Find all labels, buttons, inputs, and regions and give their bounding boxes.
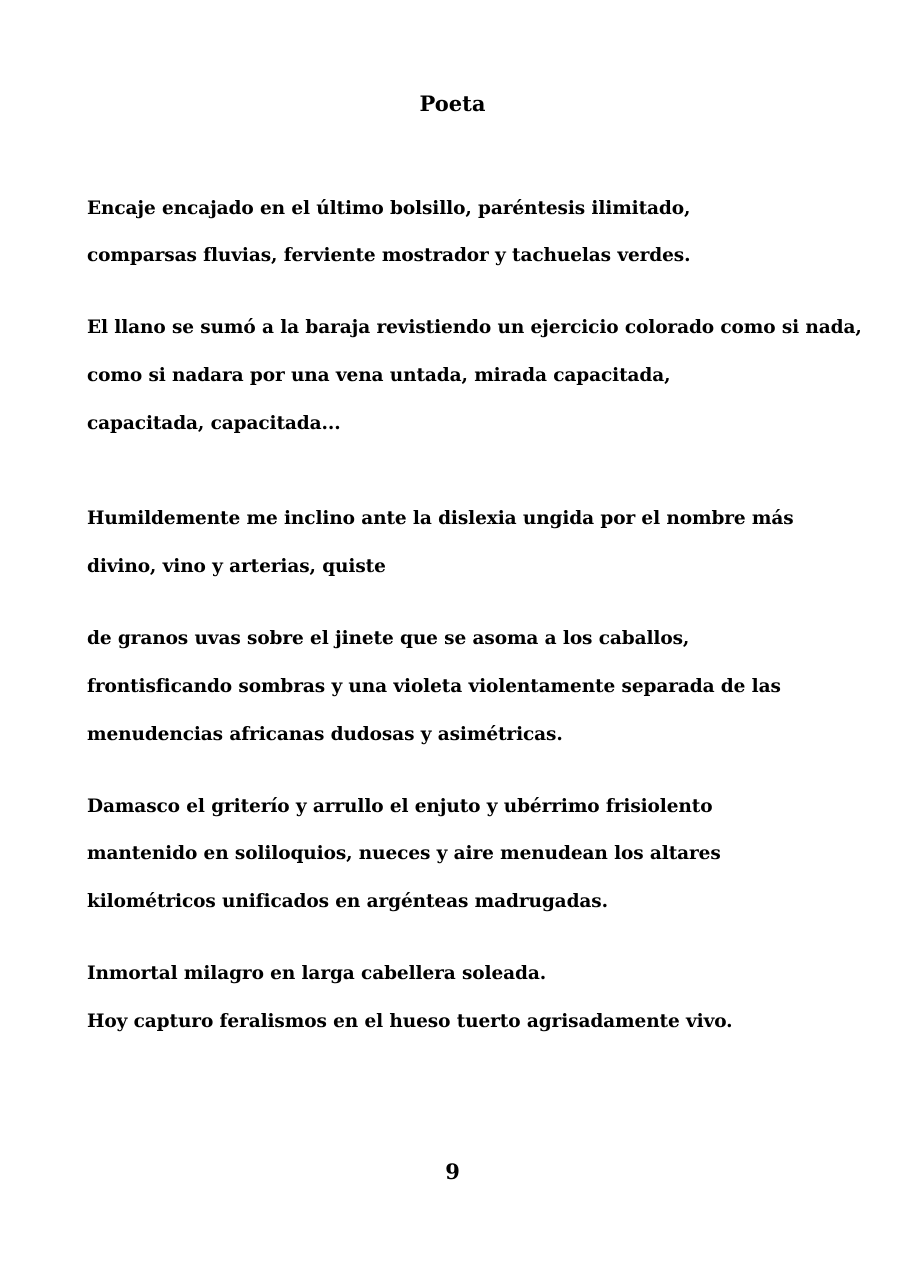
poem-line: Hoy capturo feralismos en el hueso tuerto agrisadamente vivo. [87, 1011, 733, 1032]
poem-line: divino, vino y arterias, quiste [87, 556, 386, 577]
poem-line: frontisficando sombras y una violeta violentamente separada de las [87, 676, 781, 697]
poem-line: como si nadara por una vena untada, mirada capacitada, [87, 365, 671, 386]
poem-line: de granos uvas sobre el jinete que se asoma a los caballos, [87, 628, 690, 649]
poem-title: Poeta [419, 91, 486, 116]
poem-line: Encaje encajado en el último bolsillo, paréntesis ilimitado, [87, 198, 691, 219]
poem-line: kilométricos unificados en argénteas madrugadas. [87, 891, 608, 912]
poem-line: menudencias africanas dudosas y asimétricas. [87, 724, 563, 745]
poem-line: mantenido en soliloquios, nueces y aire menudean los altares [87, 843, 721, 864]
poem-line: capacitada, capacitada... [87, 413, 341, 434]
page-number: 9 [445, 1159, 460, 1184]
poem-line: Humildemente me inclino ante la dislexia ungida por el nombre más [87, 508, 794, 529]
poem-line: El llano se sumó a la baraja revistiendo un ejercicio colorado como si nada, [87, 317, 862, 338]
poem-line: Inmortal milagro en larga cabellera soleada. [87, 963, 547, 984]
poem-line: Damasco el griterío y arrullo el enjuto y ubérrimo frisiolento [87, 796, 713, 817]
poem-line: comparsas fluvias, ferviente mostrador y tachuelas verdes. [87, 245, 691, 266]
